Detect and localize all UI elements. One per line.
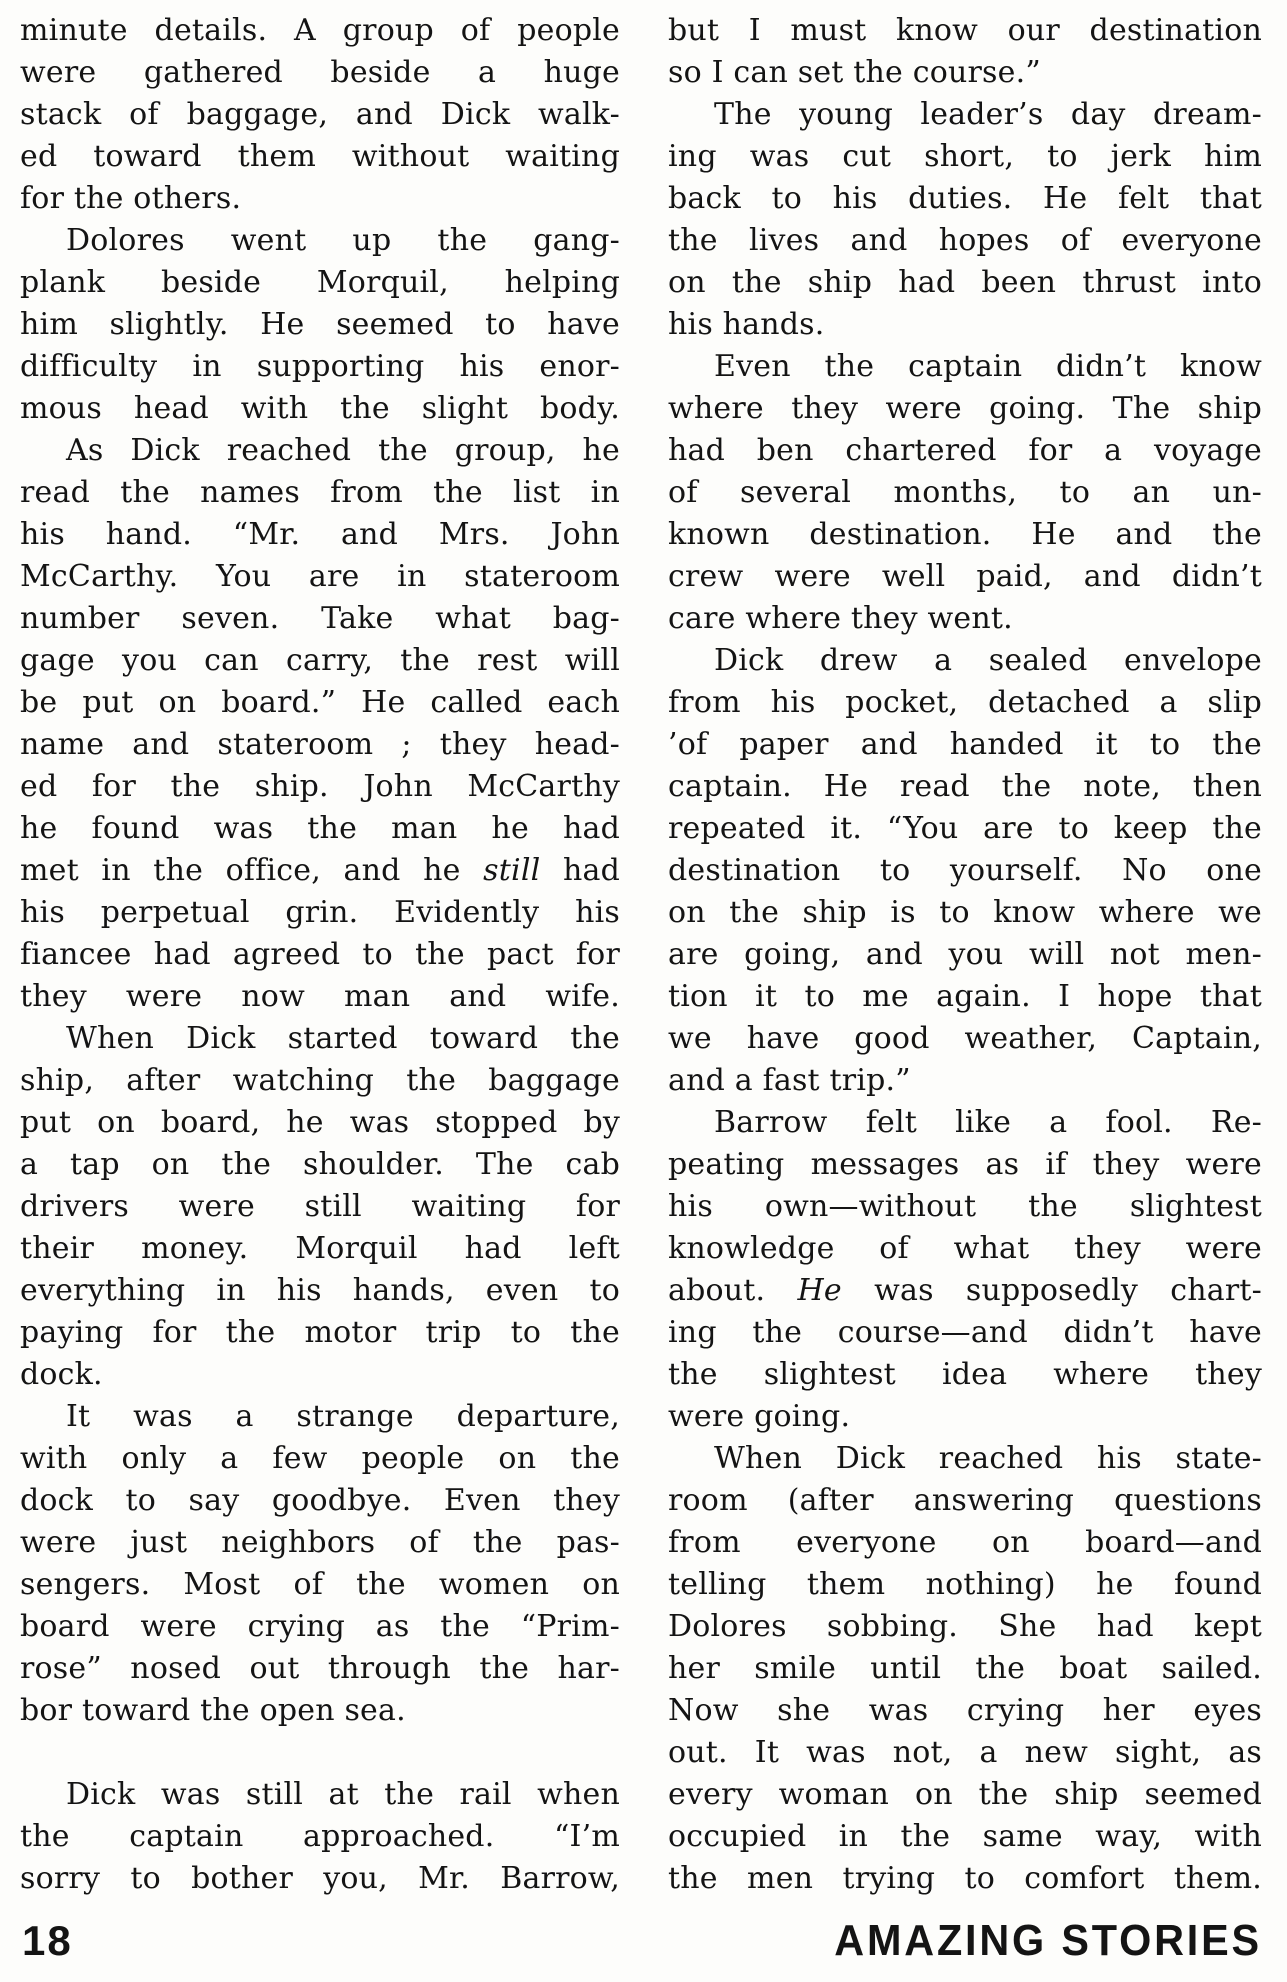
text-line: sorry to bother you, Mr. Barrow, <box>20 1861 620 1896</box>
text-line: peating messages as if they were <box>668 1147 1262 1182</box>
text-line: destination to yourself. No one <box>668 853 1262 888</box>
text-line: met in the office, and he still had <box>20 853 621 888</box>
text-line: sengers. Most of the women on <box>20 1567 620 1602</box>
text-line: The young leader’s day dream- <box>714 97 1262 132</box>
text-line: were going. <box>668 1399 851 1434</box>
text-line: so I can set the course.” <box>668 55 1041 90</box>
text-line: the slightest idea where they <box>668 1357 1262 1392</box>
text-line: and a fast trip.” <box>668 1063 911 1098</box>
text-line: everything in his hands, even to <box>20 1273 620 1308</box>
text-line: room (after answering questions <box>668 1483 1262 1518</box>
text-line: his own—without the slightest <box>668 1189 1262 1224</box>
text-line: his hands. <box>668 307 825 342</box>
text-line: As Dick reached the group, he <box>66 433 620 468</box>
text-line: fiancee had agreed to the pact for <box>20 937 620 972</box>
text-line: occupied in the same way, with <box>668 1819 1262 1854</box>
text-line: McCarthy. You are in stateroom <box>20 559 620 594</box>
text-line: care where they went. <box>668 601 1013 636</box>
text-line: paying for the motor trip to the <box>20 1315 620 1350</box>
text-line: knowledge of what they were <box>668 1231 1262 1266</box>
text-line: about. He was supposedly chart- <box>668 1273 1262 1308</box>
text-line: Dick was still at the rail when <box>66 1777 620 1812</box>
text-line: name and stateroom ; they head- <box>20 727 620 762</box>
text-line: from his pocket, detached a slip <box>668 685 1262 720</box>
text-line: crew were well paid, and didn’t <box>668 559 1262 594</box>
text-line: ing was cut short, to jerk him <box>668 139 1262 174</box>
text-line: her smile until the boat sailed. <box>668 1651 1262 1686</box>
text-line: on the ship is to know where we <box>668 895 1262 930</box>
page-footer <box>22 1916 1262 1972</box>
text-line: his hand. “Mr. and Mrs. John <box>20 517 620 552</box>
text-line: number seven. Take what bag- <box>20 601 620 636</box>
text-line: Dolores sobbing. She had kept <box>668 1609 1262 1644</box>
text-line: It was a strange departure, <box>66 1399 620 1434</box>
text-line: the captain approached. “I’m <box>20 1819 620 1854</box>
text-line: minute details. A group of people <box>20 13 620 48</box>
text-line: out. It was not, a new sight, as <box>668 1735 1262 1770</box>
text-line: telling them nothing) he found <box>668 1567 1262 1602</box>
text-line: Now she was crying her eyes <box>668 1693 1262 1728</box>
text-line: gage you can carry, the rest will <box>20 643 620 678</box>
text-line: drivers were still waiting for <box>20 1189 620 1224</box>
text-line: known destination. He and the <box>668 517 1262 552</box>
text-line: captain. He read the note, then <box>668 769 1262 804</box>
right-text-column <box>668 10 1262 1900</box>
text-line: repeated it. “You are to keep the <box>668 811 1262 846</box>
text-line: board were crying as the “Prim- <box>20 1609 620 1644</box>
text-line: Dick drew a sealed envelope <box>714 643 1262 678</box>
text-line: their money. Morquil had left <box>20 1231 620 1266</box>
text-line: ed toward them without waiting <box>20 139 620 174</box>
text-line: ing the course—and didn’t have <box>668 1315 1262 1350</box>
text-line: back to his duties. He felt that <box>668 181 1262 216</box>
text-line: are going, and you will not men- <box>668 937 1262 972</box>
text-line: were just neighbors of the pas- <box>20 1525 620 1560</box>
text-line: the men trying to comfort them. <box>668 1861 1262 1896</box>
text-line: be put on board.” He called each <box>20 685 620 720</box>
text-line: dock. <box>20 1357 103 1392</box>
text-line: ship, after watching the baggage <box>20 1063 620 1098</box>
text-line: but I must know our destination <box>668 13 1262 48</box>
text-line: ’of paper and handed it to the <box>668 727 1262 762</box>
text-line: When Dick started toward the <box>66 1021 620 1056</box>
text-line: tion it to me again. I hope that <box>668 979 1262 1014</box>
text-line: he found was the man he had <box>20 811 620 846</box>
magazine-title: AMAZING STORIES <box>834 1916 1262 1965</box>
text-line: the lives and hopes of everyone <box>668 223 1262 258</box>
text-line: read the names from the list in <box>20 475 620 510</box>
text-line: stack of baggage, and Dick walk- <box>20 97 620 132</box>
text-line: his perpetual grin. Evidently his <box>20 895 620 930</box>
text-line: they were now man and wife. <box>20 979 620 1014</box>
page-number: 18 <box>22 1917 73 1964</box>
text-line: had ben chartered for a voyage <box>668 433 1262 468</box>
text-line: Dolores went up the gang- <box>66 223 620 258</box>
text-line: Even the captain didn’t know <box>714 349 1262 384</box>
text-line: difficulty in supporting his enor- <box>20 349 620 384</box>
text-line: with only a few people on the <box>20 1441 620 1476</box>
text-line: When Dick reached his state- <box>714 1441 1262 1476</box>
text-line: put on board, he was stopped by <box>20 1105 620 1140</box>
text-line: on the ship had been thrust into <box>668 265 1262 300</box>
text-line: ed for the ship. John McCarthy <box>20 769 620 804</box>
text-line: from everyone on board—and <box>668 1525 1262 1560</box>
text-line: him slightly. He seemed to have <box>20 307 620 342</box>
text-line: were gathered beside a huge <box>20 55 620 90</box>
text-line: of several months, to an un- <box>668 475 1262 510</box>
text-line: for the others. <box>20 181 242 216</box>
text-line: mous head with the slight body. <box>20 391 620 426</box>
text-line: Barrow felt like a fool. Re- <box>714 1105 1262 1140</box>
text-line: bor toward the open sea. <box>20 1693 406 1728</box>
text-line: every woman on the ship seemed <box>668 1777 1262 1812</box>
text-line: plank beside Morquil, helping <box>20 265 620 300</box>
text-line: we have good weather, Captain, <box>668 1021 1262 1056</box>
text-line: rose” nosed out through the har- <box>20 1651 620 1686</box>
left-text-column <box>20 10 620 1900</box>
text-line: a tap on the shoulder. The cab <box>20 1147 620 1182</box>
text-line: dock to say goodbye. Even they <box>20 1483 620 1518</box>
text-line: where they were going. The ship <box>668 391 1262 426</box>
